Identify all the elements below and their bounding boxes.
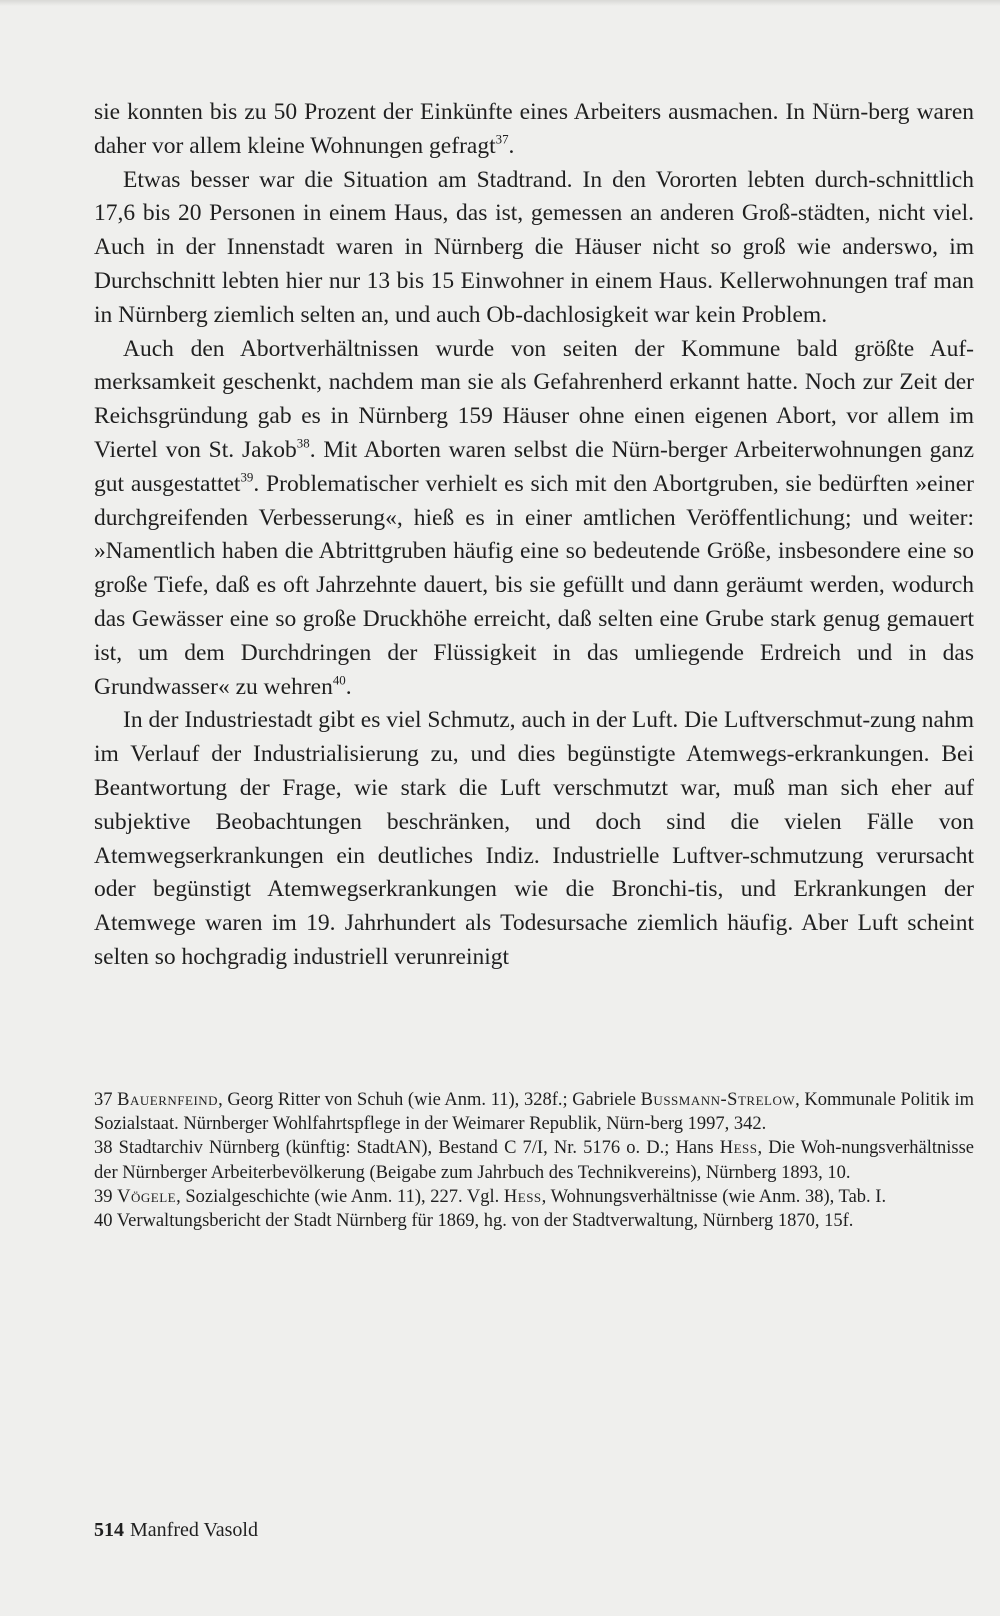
page-edge (0, 0, 1000, 6)
paragraph-3: Auch den Abortverhältnissen wurde von seiten der Kommune bald größte Auf-merksamkeit geschenkt, nachdem man sie als Gefahrenherd erkannt hatte. Noch zur Zeit der Reichsgründung gab es in Nürnberg 159 Häuser ohne einen eigenen Abort, vor allem im Viertel von St. Jakob$^{38}$. Mit Aborten waren selbst die Nürn-berger Arbeiterwohnungen ganz gut ausgestattet$^{39}$. Problematischer verhielt es sich mit den Abortgruben, sie bedürften »einer durchgreifenden Verbesserung«, hieß es in einer amtlichen Veröffentlichung; und weiter: »Namentlich haben die Abtrittgruben häufig eine so bedeutende Größe, insbesondere eine so große Tiefe, daß es oft Jahrzehnte dauert, bis sie gefüllt und dann geräumt werden, wodurch das Gewässer eine so große Druckhöhe erreicht, daß selten eine Grube stark genug gemauert ist, um dem Durchdringen der Flüssigkeit in das umliegende Erdreich und in das Grundwasser« zu wehren$^{40}$. (94, 335, 975, 700)
author-name: Manfred Vasold (130, 1519, 258, 1541)
footnote-ref-38[interactable]: 38 (296, 435, 310, 451)
footnote-ref-37[interactable]: 37 (495, 131, 509, 147)
footnote-ref-40[interactable]: 40 (332, 671, 346, 687)
footnote-38: 38 Stadtarchiv Nürnberg (künftig: StadtAN), Bestand C 7/I, Nr. 5176 o. D.; Hans Hess, Die Woh-nungsverhältnisse der Nürnberger Arbeiterbevölkerung (Beigabe zum Jahrbuch des Technikvereins), Nürnberg 1893, 10. (94, 1138, 974, 1183)
page-footer (94, 1518, 258, 1542)
footnote-40: 40 Verwaltungsbericht der Stadt Nürnberg für 1869, hg. von der Stadtverwaltung, Nürnberg 1870, 15f. (94, 1211, 854, 1232)
footnote-ref-39[interactable]: 39 (240, 469, 254, 485)
page-number: 514 (94, 1519, 124, 1541)
paragraph-2: Etwas besser war die Situation am Stadtrand. In den Vororten lebten durch-schnittlich 17,6 bis 20 Personen in einem Haus, das ist, gemessen an anderen Groß-städten, nicht viel. Auch in der Innenstadt waren in Nürnberg die Häuser nicht so groß wie anderswo, im Durchschnitt lebten hier nur 13 bis 15 Einwohner in einem Haus. Kellerwohnungen traf man in Nürnberg ziemlich selten an, und auch Ob-dachlosigkeit war kein Problem. (94, 166, 974, 328)
paragraph-1: sie konnten bis zu 50 Prozent der Einkünfte eines Arbeiters ausmachen. In Nürn-berg waren daher vor allem kleine Wohnungen gefragt$^{37}$. (94, 99, 974, 159)
main-text (94, 96, 974, 975)
footnote-39: 39 Vögele, Sozialgeschichte (wie Anm. 11), 227. Vgl. Hess, Wohnungsverhältnisse (wie Anm. 38), Tab. I. (94, 1186, 887, 1207)
footnotes (94, 1088, 974, 1233)
footnote-37: 37 Bauernfeind, Georg Ritter von Schuh (wie Anm. 11), 328f.; Gabriele Bussmann-Strelow, Kommunale Politik im Sozialstaat. Nürnberger Wohlfahrtspflege in der Weimarer Republik, Nürn-berg 1997, 342. (94, 1090, 974, 1135)
paragraph-4: In der Industriestadt gibt es viel Schmutz, auch in der Luft. Die Luftverschmut-zung nahm im Verlauf der Industrialisierung zu, und dies begünstigte Atemwegs-erkrankungen. Bei Beantwortung der Frage, wie stark die Luft verschmutzt war, muß man sich eher auf subjektive Beobachtungen beschränken, und doch sind die vielen Fälle von Atemwegserkrankungen ein deutliches Indiz. Industrielle Luftver-schmutzung verursacht oder begünstigt Atemwegserkrankungen wie die Bronchi-tis, und Erkrankungen der Atemwege waren im 19. Jahrhundert als Todesursache ziemlich häufig. Aber Luft scheint selten so hochgradig industriell verunreinigt (94, 707, 974, 970)
